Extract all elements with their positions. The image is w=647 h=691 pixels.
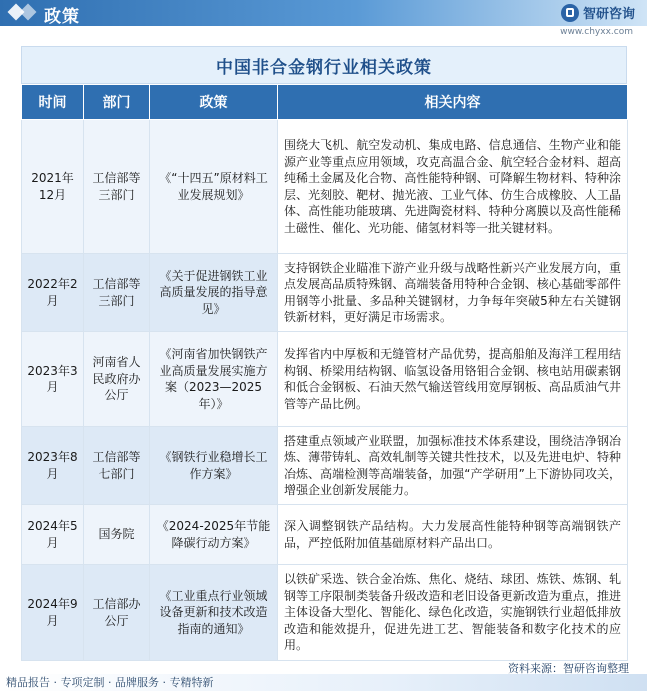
table-row <box>22 427 628 505</box>
column-header-policy: 政策 <box>150 85 278 120</box>
cell-time: 2024年5月 <box>22 505 84 565</box>
cell-content: 发挥省内中厚板和无缝管材产品优势，提高船舶及海洋工程用结构钢、桥梁用结构钢、临氢设备用铬钼合金钢、核电站用碳素钢和低合金钢板、石油天然气输送管线用宽厚钢板、高品质油气井管等产品比例。 <box>278 332 628 427</box>
table-row <box>22 505 628 565</box>
cell-time: 2024年9月 <box>22 565 84 661</box>
cell-time: 2021年12月 <box>22 120 84 254</box>
footer <box>0 660 647 691</box>
cell-time: 2022年2月 <box>22 254 84 332</box>
table-header-row <box>22 85 628 120</box>
policy-table <box>21 84 628 661</box>
cell-dept: 河南省人民政府办公厅 <box>84 332 150 427</box>
cell-content: 围绕大飞机、航空发动机、集成电路、信息通信、生物产业和能源产业等重点应用领域，攻克高温合金、航空轻合金材料、超高纯稀土金属及化合物、高性能特种钢、可降解生物材料、特种涂层、光刻胶、靶材、抛光液、工业气体、仿生合成橡胶、人工晶体、高性能功能玻璃、先进陶瓷材料、特种分离膜以及高性能稀土磁性、催化、光功能、储氢材料等一批关键材料。 <box>278 120 628 254</box>
cell-policy: 《“十四五”原材料工业发展规划》 <box>150 120 278 254</box>
brand <box>561 3 635 22</box>
cell-content: 搭建重点领域产业联盟，加强标准技术体系建设，围绕洁净钢冶炼、薄带铸轧、高效轧制等关键共性技术，以及先进电炉、特种冶炼、高端检测等高端装备，加强“产学研用”上下游协同攻关，增强企业创新发展能力。 <box>278 427 628 505</box>
column-header-content: 相关内容 <box>278 85 628 120</box>
table-row <box>22 332 628 427</box>
table-row <box>22 120 628 254</box>
site-url: www.chyxx.com <box>560 27 633 37</box>
cell-policy: 《工业重点行业领域设备更新和技术改造指南的通知》 <box>150 565 278 661</box>
brand-logo-icon <box>561 4 579 22</box>
cell-policy: 《钢铁行业稳增长工作方案》 <box>150 427 278 505</box>
column-header-dept: 部门 <box>84 85 150 120</box>
table-row <box>22 254 628 332</box>
section-title: 政策 <box>44 7 80 27</box>
cell-dept: 国务院 <box>84 505 150 565</box>
cell-time: 2023年3月 <box>22 332 84 427</box>
column-header-time: 时间 <box>22 85 84 120</box>
cell-policy: 《2024-2025年节能降碳行动方案》 <box>150 505 278 565</box>
cell-content: 深入调整钢铁产品结构。大力发展高性能特种钢等高端钢铁产品，严控低附加值基础原材料产品出口。 <box>278 505 628 565</box>
cell-dept: 工信部办公厅 <box>84 565 150 661</box>
cell-dept: 工信部等三部门 <box>84 120 150 254</box>
table-row <box>22 565 628 661</box>
cell-dept: 工信部等七部门 <box>84 427 150 505</box>
cell-dept: 工信部等三部门 <box>84 254 150 332</box>
cell-policy: 《河南省加快钢铁产业高质量发展实施方案（2023—2025年）》 <box>150 332 278 427</box>
cell-content: 支持钢铁企业瞄准下游产业升级与战略性新兴产业发展方向，重点发展高品质特殊钢、高端装备用特种合金钢、核心基础零部件用钢等小批量、多品种关键钢材，力争每年突破5种左右关键钢铁新材料，更好满足市场需求。 <box>278 254 628 332</box>
footer-tags: 精品报告 · 专项定制 · 品牌服务 · 专精特新 <box>6 676 214 689</box>
cell-content: 以铁矿采选、铁合金冶炼、焦化、烧结、球团、炼铁、炼钢、轧钢等工序限制类装备升级改造和老旧设备更新改造为重点，推进主体设备大型化、智能化、绿色化改造，实施钢铁行业超低排放改造和能效提升，促进先进工艺、智能装备和数字化技术的应用。 <box>278 565 628 661</box>
data-source: 资料来源：智研咨询整理 <box>508 662 629 675</box>
policy-table-wrapper <box>21 46 627 661</box>
cell-policy: 《关于促进钢铁工业高质量发展的指导意见》 <box>150 254 278 332</box>
header-band <box>0 0 647 26</box>
table-caption: 中国非合金钢行业相关政策 <box>21 46 627 84</box>
brand-name: 智研咨询 <box>582 7 635 22</box>
diamond-icon <box>20 4 37 21</box>
cell-time: 2023年8月 <box>22 427 84 505</box>
